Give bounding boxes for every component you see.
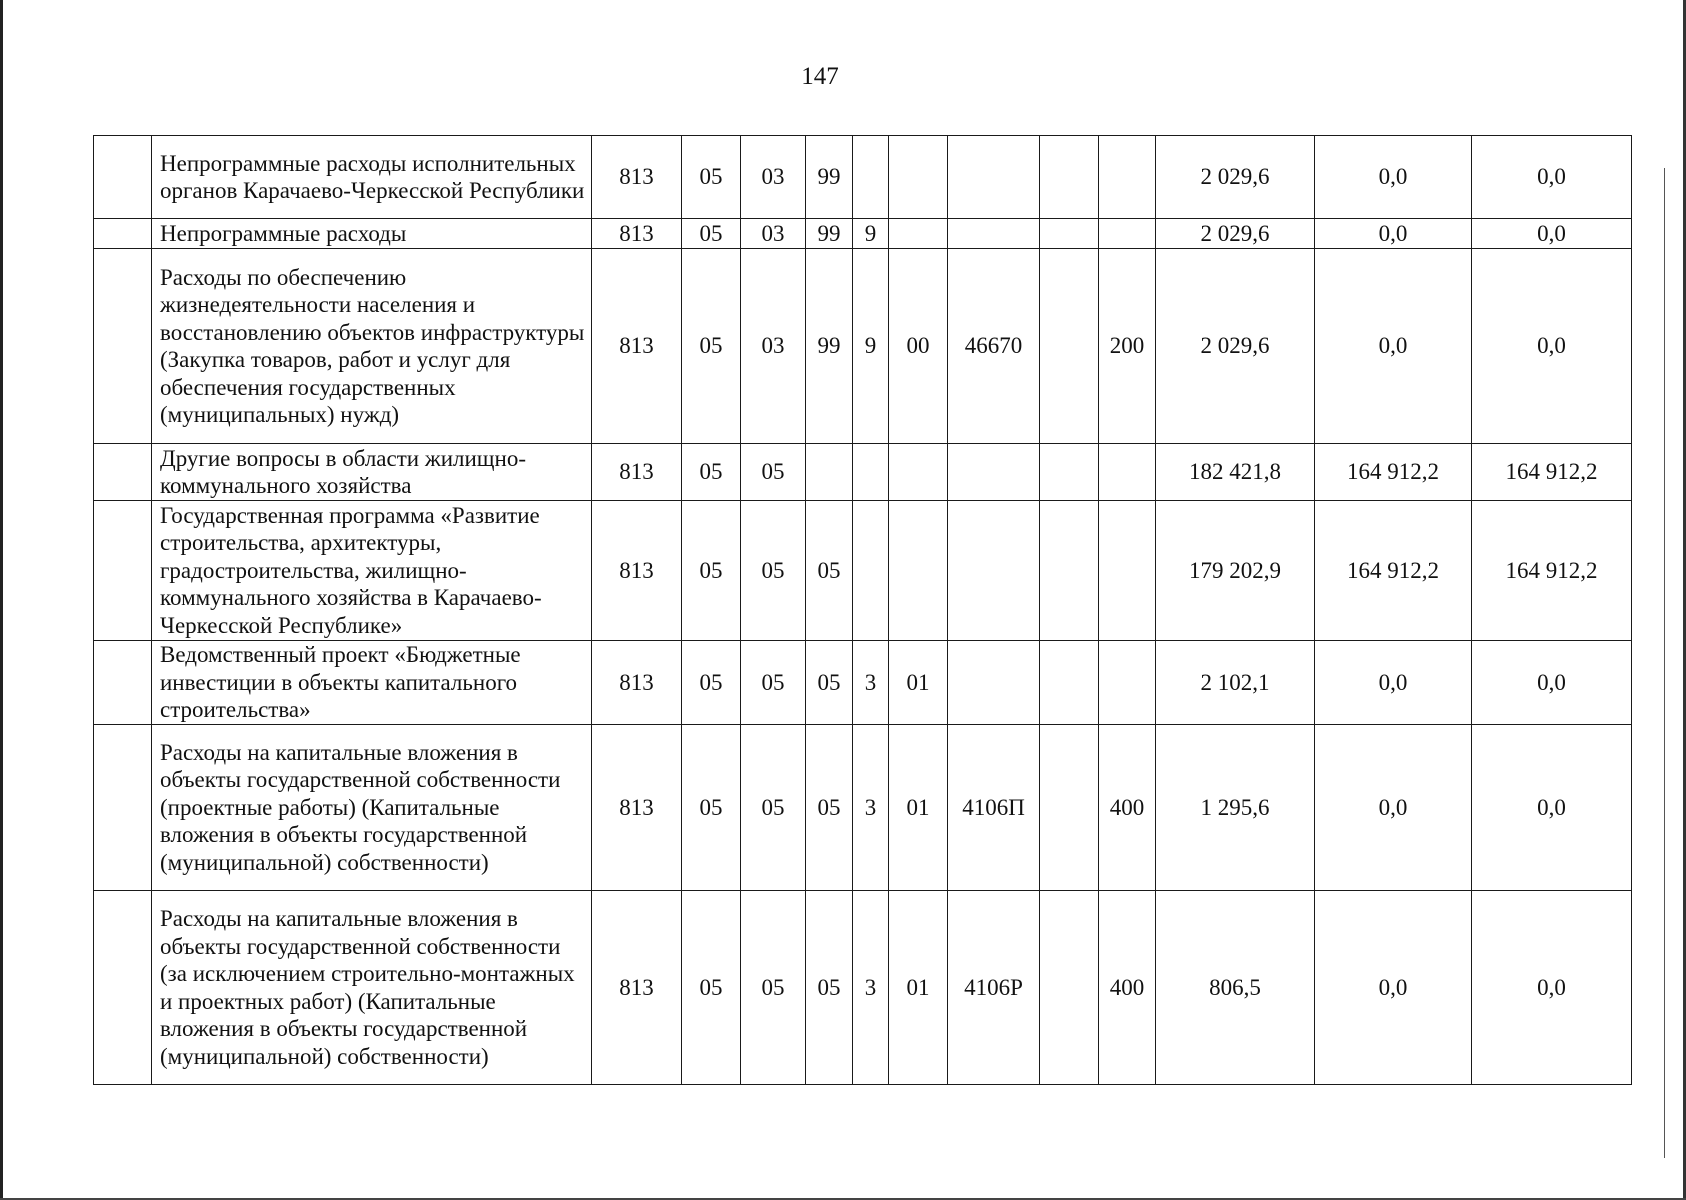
row-marker-cell [94, 725, 152, 891]
table-row [94, 725, 1632, 891]
subsection-code: 05 [741, 501, 806, 641]
subsection-code: 05 [741, 641, 806, 725]
amount-year-3: 0,0 [1472, 641, 1632, 725]
page-number: 147 [801, 63, 839, 90]
row-marker-cell [94, 136, 152, 219]
amount-year-1: 2 029,6 [1156, 136, 1315, 219]
section-code: 05 [682, 501, 741, 641]
subprogram-code: 9 [853, 249, 889, 444]
expense-type-code: 400 [1099, 891, 1156, 1085]
extra-code [1040, 444, 1099, 501]
amount-year-3: 164 912,2 [1472, 501, 1632, 641]
amount-year-2: 0,0 [1315, 725, 1472, 891]
amount-year-1: 2 029,6 [1156, 249, 1315, 444]
amount-year-1: 1 295,6 [1156, 725, 1315, 891]
program-code: 05 [806, 725, 853, 891]
row-marker-cell [94, 891, 152, 1085]
table-row [94, 136, 1632, 219]
expense-type-code [1099, 501, 1156, 641]
row-marker-cell [94, 219, 152, 249]
expense-type-code [1099, 219, 1156, 249]
program-code [806, 444, 853, 501]
subprogram-code: 3 [853, 641, 889, 725]
program-code: 99 [806, 219, 853, 249]
expense-name: Расходы на капитальные вложения в объекты государственной собственности (проектные работы) (Капитальные вложения в объекты государственной (муниципальной) собственности) [152, 725, 592, 891]
program-code: 05 [806, 501, 853, 641]
amount-year-1: 806,5 [1156, 891, 1315, 1085]
expense-type-code [1099, 444, 1156, 501]
extra-code [1040, 136, 1099, 219]
amount-year-3: 0,0 [1472, 725, 1632, 891]
subsection-code: 03 [741, 219, 806, 249]
direction-code [948, 219, 1040, 249]
event-code: 01 [889, 725, 948, 891]
section-code: 05 [682, 891, 741, 1085]
program-code: 99 [806, 136, 853, 219]
direction-code: 4106Р [948, 891, 1040, 1085]
expense-name: Государственная программа «Развитие строительства, архитектуры, градостроительства, жилищно-коммунального хозяйства в Карачаево-Черкесской Республике» [152, 501, 592, 641]
scan-left-edge [0, 0, 3, 1200]
ministry-code: 813 [592, 249, 682, 444]
scan-margin-line [1664, 168, 1665, 1158]
program-code: 05 [806, 891, 853, 1085]
amount-year-2: 0,0 [1315, 249, 1472, 444]
ministry-code: 813 [592, 725, 682, 891]
section-code: 05 [682, 725, 741, 891]
event-code [889, 444, 948, 501]
amount-year-2: 164 912,2 [1315, 444, 1472, 501]
subsection-code: 05 [741, 891, 806, 1085]
subsection-code: 03 [741, 136, 806, 219]
amount-year-1: 182 421,8 [1156, 444, 1315, 501]
ministry-code: 813 [592, 501, 682, 641]
amount-year-2: 164 912,2 [1315, 501, 1472, 641]
program-code: 99 [806, 249, 853, 444]
expense-name: Расходы по обеспечению жизнедеятельности населения и восстановлению объектов инфраструктуры (Закупка товаров, работ и услуг для обеспечения государственных (муниципальных) нужд) [152, 249, 592, 444]
subprogram-code: 3 [853, 891, 889, 1085]
event-code: 01 [889, 641, 948, 725]
extra-code [1040, 501, 1099, 641]
subprogram-code [853, 501, 889, 641]
extra-code [1040, 891, 1099, 1085]
direction-code [948, 501, 1040, 641]
row-marker-cell [94, 501, 152, 641]
event-code [889, 501, 948, 641]
extra-code [1040, 641, 1099, 725]
section-code: 05 [682, 444, 741, 501]
expense-type-code: 400 [1099, 725, 1156, 891]
amount-year-2: 0,0 [1315, 891, 1472, 1085]
subsection-code: 05 [741, 725, 806, 891]
subsection-code: 03 [741, 249, 806, 444]
amount-year-3: 0,0 [1472, 249, 1632, 444]
subprogram-code [853, 444, 889, 501]
amount-year-3: 0,0 [1472, 219, 1632, 249]
section-code: 05 [682, 641, 741, 725]
amount-year-3: 0,0 [1472, 891, 1632, 1085]
table-row [94, 891, 1632, 1085]
subprogram-code [853, 136, 889, 219]
expense-name: Непрограммные расходы исполнительных органов Карачаево-Черкесской Республики [152, 136, 592, 219]
ministry-code: 813 [592, 136, 682, 219]
section-code: 05 [682, 219, 741, 249]
amount-year-2: 0,0 [1315, 219, 1472, 249]
event-code: 01 [889, 891, 948, 1085]
subprogram-code: 9 [853, 219, 889, 249]
ministry-code: 813 [592, 444, 682, 501]
table-row [94, 641, 1632, 725]
row-marker-cell [94, 641, 152, 725]
ministry-code: 813 [592, 641, 682, 725]
amount-year-2: 0,0 [1315, 136, 1472, 219]
section-code: 05 [682, 249, 741, 444]
event-code [889, 136, 948, 219]
amount-year-3: 164 912,2 [1472, 444, 1632, 501]
event-code [889, 219, 948, 249]
direction-code [948, 641, 1040, 725]
row-marker-cell [94, 444, 152, 501]
extra-code [1040, 219, 1099, 249]
subsection-code: 05 [741, 444, 806, 501]
budget-table [93, 135, 1632, 1085]
expense-name: Ведомственный проект «Бюджетные инвестиции в объекты капитального строительства» [152, 641, 592, 725]
extra-code [1040, 725, 1099, 891]
amount-year-1: 2 102,1 [1156, 641, 1315, 725]
table-row [94, 501, 1632, 641]
section-code: 05 [682, 136, 741, 219]
table-row [94, 444, 1632, 501]
expense-name: Непрограммные расходы [152, 219, 592, 249]
direction-code: 4106П [948, 725, 1040, 891]
expense-name: Другие вопросы в области жилищно-коммунального хозяйства [152, 444, 592, 501]
ministry-code: 813 [592, 219, 682, 249]
program-code: 05 [806, 641, 853, 725]
event-code: 00 [889, 249, 948, 444]
amount-year-1: 2 029,6 [1156, 219, 1315, 249]
table-row [94, 219, 1632, 249]
amount-year-1: 179 202,9 [1156, 501, 1315, 641]
direction-code: 46670 [948, 249, 1040, 444]
expense-type-code: 200 [1099, 249, 1156, 444]
direction-code [948, 136, 1040, 219]
subprogram-code: 3 [853, 725, 889, 891]
extra-code [1040, 249, 1099, 444]
table-row [94, 249, 1632, 444]
expense-type-code [1099, 641, 1156, 725]
amount-year-3: 0,0 [1472, 136, 1632, 219]
row-marker-cell [94, 249, 152, 444]
amount-year-2: 0,0 [1315, 641, 1472, 725]
expense-name: Расходы на капитальные вложения в объекты государственной собственности (за исключением строительно-монтажных и проектных работ) (Капитальные вложения в объекты государственной (муниципальной) собственности) [152, 891, 592, 1085]
direction-code [948, 444, 1040, 501]
ministry-code: 813 [592, 891, 682, 1085]
expense-type-code [1099, 136, 1156, 219]
